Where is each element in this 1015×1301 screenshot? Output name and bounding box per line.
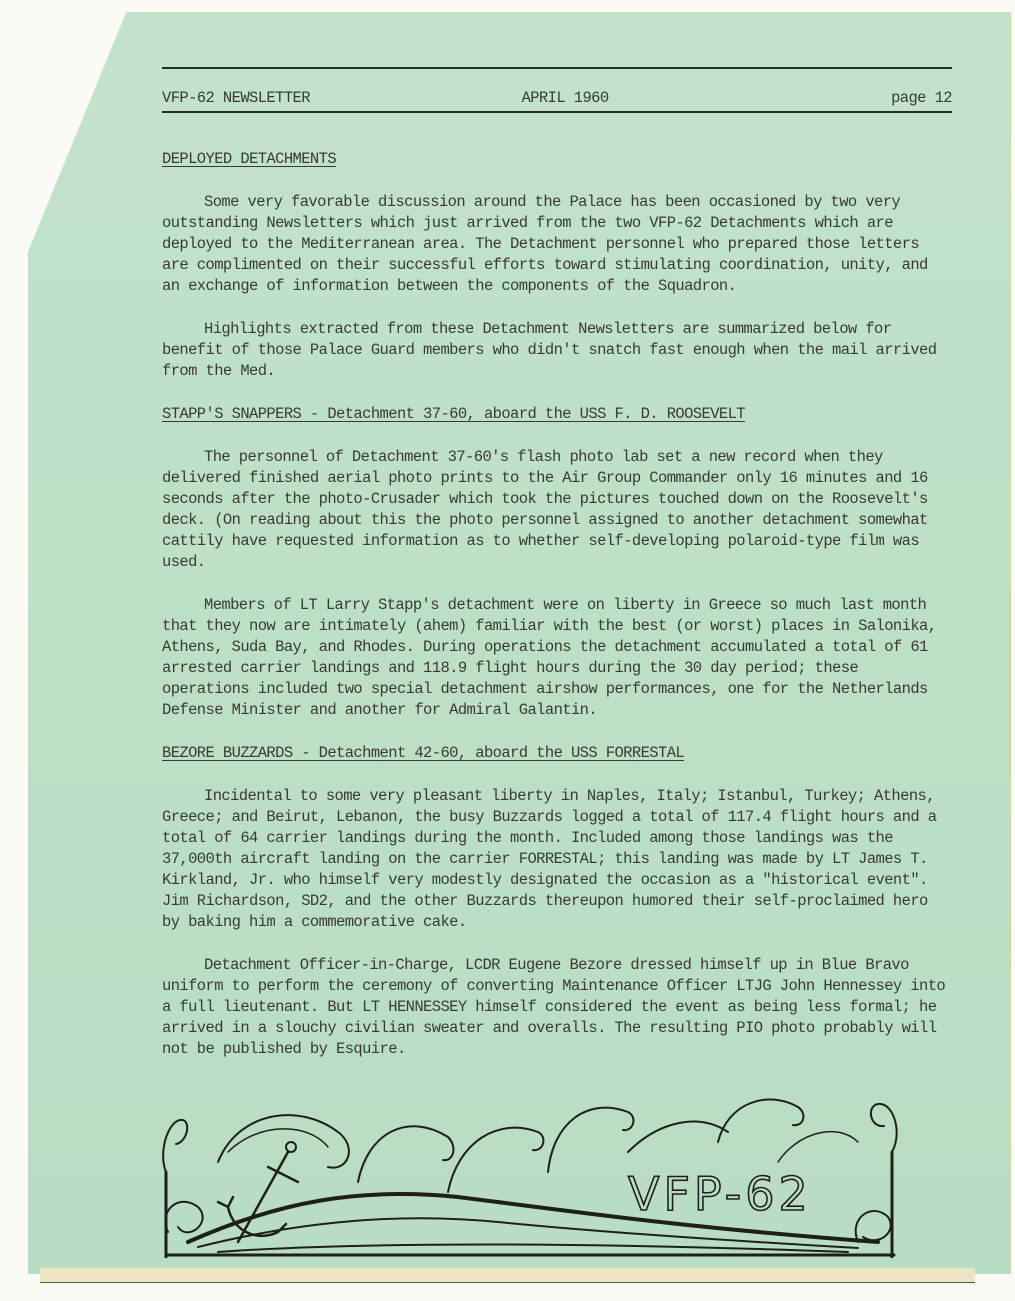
page-content xyxy=(162,60,952,1060)
page-header xyxy=(162,88,952,113)
top-rule xyxy=(162,67,952,69)
paragraph: Detachment Officer-in-Charge, LCDR Eugene Bezore dressed himself up in Blue Bravo uniform to perform the ceremony of converting Maintenance Officer LTJG John Hennessey into a full lieutenant. But LT HENNESSEY himself considered the event as being less formal; he arrived in a slouchy civilian sweater and overalls. The resulting PIO photo probably will not be published by Esquire. xyxy=(162,956,946,1058)
issue-date: APRIL 1960 xyxy=(521,89,609,107)
paragraph: The personnel of Detachment 37-60's flash photo lab set a new record when they delivered finished aerial photo prints to the Air Group Commander only 16 minutes and 16 seconds after the photo-Crusader which took the pictures touched down on the Roosevelt's deck. (On reading about this the photo personnel assigned to another detachment somewhat cattily have requested information as to whether self-developing polaroid-type film was used. xyxy=(162,448,928,571)
paragraph: Incidental to some very pleasant liberty in Naples, Italy; Istanbul, Turkey; Athens, Greece; and Beirut, Lebanon, the busy Buzzards logged a total of 117.4 flight hours and a total of 64 carrier landings during the month. Included among those landings was the 37,000th aircraft landing on the carrier FORRESTAL; this landing was made by LT James T. Kirkland, Jr. who himself very modestly designated the occasion as a "historical event". Jim Richardson, SD2, and the other Buzzards thereupon humored their self-proclaimed hero by baking him a commemorative cake. xyxy=(162,787,937,931)
paragraph: Highlights extracted from these Detachment Newsletters are summarized below for benefit of those Palace Guard members who didn't snatch fast enough when the mail arrived from the Med. xyxy=(162,320,937,380)
wave-illustration-icon xyxy=(158,1092,900,1258)
paragraph: Some very favorable discussion around the Palace has been occasioned by two very outstanding Newsletters which just arrived from the two VFP-62 Detachments which are deployed to the Mediterranean area. The Detachment personnel who prepared those letters are complimented on their successful efforts toward stimulating coordination, unity, and an exchange of information between the components of the Squadron. xyxy=(162,193,928,295)
underlying-page-edge xyxy=(40,1268,975,1283)
vfp-62-wave-banner xyxy=(158,1092,900,1258)
svg-text:VFP-62: VFP-62 xyxy=(628,1167,812,1221)
page-number: page 12 xyxy=(891,89,952,107)
paragraph: Members of LT Larry Stapp's detachment were on liberty in Greece so much last month that they now are intimately (ahem) familiar with the best (or worst) places in Salonika, Athens, Suda Bay, and Rhodes. During operations the detachment accumulated a total of 61 arrested carrier landings and 118.9 flight hours during the 30 day period; these operations included two special detachment airshow performances, one for the Netherlands Defense Minister and another for Admiral Galantin. xyxy=(162,596,937,719)
newsletter-title: VFP-62 NEWSLETTER xyxy=(162,89,310,107)
section-heading-deployed-detachments: DEPLOYED DETACHMENTS xyxy=(162,150,337,168)
section-heading-bezore-buzzards: BEZORE BUZZARDS - Detachment 42-60, aboard the USS FORRESTAL xyxy=(162,744,685,762)
section-heading-stapps-snappers: STAPP'S SNAPPERS - Detachment 37-60, aboard the USS F. D. ROOSEVELT xyxy=(162,405,746,423)
